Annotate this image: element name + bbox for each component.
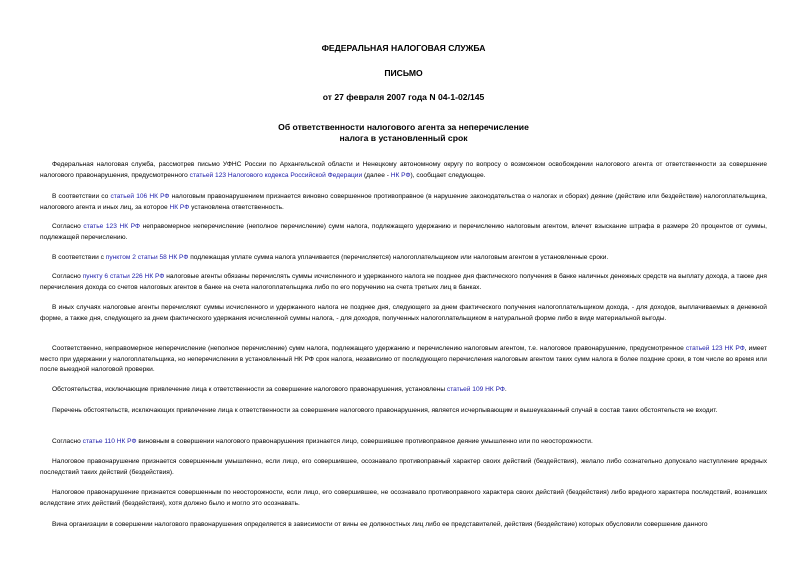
document-type: ПИСЬМО: [384, 68, 423, 78]
law-reference-link[interactable]: статьей 123 НК РФ: [685, 345, 745, 352]
paragraph-text: налоговые агенты обязаны перечислять суммы исчисленного и удержанного налога не позднее дня фактического получения в банке наличных денежных средств на выплату дохода, а также дня перечисления дохода со счетов налоговых агентов в банке на счета налогоплательщика либо по его поручению на счета третьих лиц в банках.: [40, 273, 767, 291]
paragraph-6: [40, 303, 767, 324]
paragraph-7: [40, 344, 767, 376]
law-reference-link[interactable]: статьей 106 НК РФ: [110, 193, 170, 200]
paragraph-9: [40, 406, 767, 417]
paragraph-text: Вина организации в совершении налогового правонарушения определяется в зависимости от вины ее должностных лиц либо ее представителей, действия (бездействие) которых обусловили совершение данного: [52, 521, 708, 528]
agency-title: ФЕДЕРАЛЬНАЯ НАЛОГОВАЯ СЛУЖБА: [321, 43, 486, 53]
paragraph-text: Согласно: [52, 438, 83, 445]
subject-line-2: налога в установленный срок: [339, 133, 468, 143]
paragraph-10: [40, 437, 767, 448]
paragraph-11: [40, 457, 767, 478]
paragraph-4: [40, 253, 767, 264]
paragraph-text: неправомерное неперечисление (неполное перечисление) сумм налога, подлежащего удержанию и перечислению налоговым агентом, влечет взыскание штрафа в размере 20 процентов от суммы, подлежащей перечислению.: [40, 223, 767, 241]
paragraph-13: [40, 520, 767, 531]
paragraph-text: Налоговое правонарушение признается совершенным по неосторожности, если лицо, его совершившее, не осознавало противоправного характера своих действий (бездействия) либо вредного характера последствий, возникших вследствие этих действий (бездействия), хотя должно было и могло это осознавать.: [40, 489, 767, 507]
paragraph-text: (далее -: [362, 171, 391, 179]
paragraph-text: виновным в совершении налогового правонарушения признается лицо, совершившее противоправное деяние умышленно или по неосторожности.: [136, 438, 593, 445]
law-reference-link[interactable]: статьей 109 НК РФ: [446, 386, 505, 393]
law-reference-link[interactable]: статье 110 НК РФ: [82, 438, 137, 445]
paragraph-text: ), сообщает следующее.: [410, 171, 486, 179]
paragraph-text: Согласно: [52, 223, 84, 230]
law-reference-link[interactable]: НК РФ: [390, 171, 411, 179]
law-reference-link[interactable]: статьей 123 Налогового кодекса Российской Федерации: [189, 171, 363, 179]
paragraph-2: [40, 192, 767, 213]
paragraph-text: установлена ответственность.: [189, 203, 284, 211]
paragraph-text: Соответственно, неправомерное неперечисление (неполное перечисление) сумм налога, подлежащего удержанию и перечислению налоговым агентом, т.е. налоговое правонарушение, предусмотренное: [52, 345, 686, 352]
paragraph-text: В соответствии со: [52, 193, 111, 200]
paragraph-8: [40, 385, 767, 396]
law-reference-link[interactable]: пункту 6 статьи 226 НК РФ: [82, 273, 165, 280]
law-reference-link[interactable]: статье 123 НК РФ: [83, 223, 140, 230]
paragraph-1: [40, 160, 767, 181]
paragraph-5: [40, 272, 767, 293]
paragraph-text: Обстоятельства, исключающие привлечение лица к ответственности за совершение налогового правонарушения, установлены: [52, 386, 447, 393]
law-reference-link[interactable]: НК РФ: [169, 203, 190, 211]
paragraph-text: подлежащая уплате сумма налога уплачивается (перечисляется) налогоплательщиком или налоговым агентом в установленные сроки.: [188, 254, 609, 261]
paragraph-12: [40, 488, 767, 509]
law-reference-link[interactable]: пунктом 2 статьи 58 НК РФ: [105, 254, 189, 261]
paragraph-text: налоговым правонарушением признается виновно совершенное противоправное (в нарушение законодательства о налогах и сборах) деяние (действие или бездействие) налогоплательщика, налогового агента и иных лиц, за которое: [40, 193, 767, 211]
paragraph-text: Перечень обстоятельств, исключающих привлечение лица к ответственности за совершение налогового правонарушения, является исчерпывающим и вышеуказанный случай в состав таких обстоятельств не входит.: [52, 407, 718, 414]
paragraph-text: В соответствии с: [52, 254, 106, 261]
paragraph-text: Федеральная налоговая служба, рассмотрев письмо УФНС России по Архангельской области и Ненецкому автономному округу по вопросу о возможном освобождении налогового агента от ответственности за совершение налогового правонарушения, предусмотренного: [40, 161, 767, 179]
paragraph-text: Налоговое правонарушение признается совершенным умышленно, если лицо, его совершившее, осознавало противоправный характер своих действий (бездействия), желало либо сознательно допускало наступление вредных последствий таких действий (бездействия).: [40, 458, 767, 476]
subject-line-1: Об ответственности налогового агента за неперечисление: [278, 122, 529, 132]
paragraph-text: Согласно: [52, 273, 83, 280]
document-date-number: от 27 февраля 2007 года N 04-1-02/145: [322, 92, 485, 102]
paragraph-text: , имеет место при удержании у налогоплательщика, но неперечислении в установленный НК РФ срок налога, независимо от последующего перечисления налоговым агентом таких сумм налога в более поздние сроки, в том числе во время или после выездной налоговой проверки.: [40, 345, 767, 374]
paragraph-text: В иных случаях налоговые агенты перечисляют суммы исчисленного и удержанного налога не позднее дня, следующего за днем фактического получения налогоплательщиком дохода, - для доходов, выплачиваемых в денежной форме, а также дня, следующего за днем фактического удержания исчисленной суммы налога, - для доходов, полученных налогоплательщиком в натуральной форме либо в виде материальной выгоды.: [40, 304, 767, 322]
paragraph-text: .: [504, 386, 507, 393]
paragraph-3: [40, 222, 767, 243]
